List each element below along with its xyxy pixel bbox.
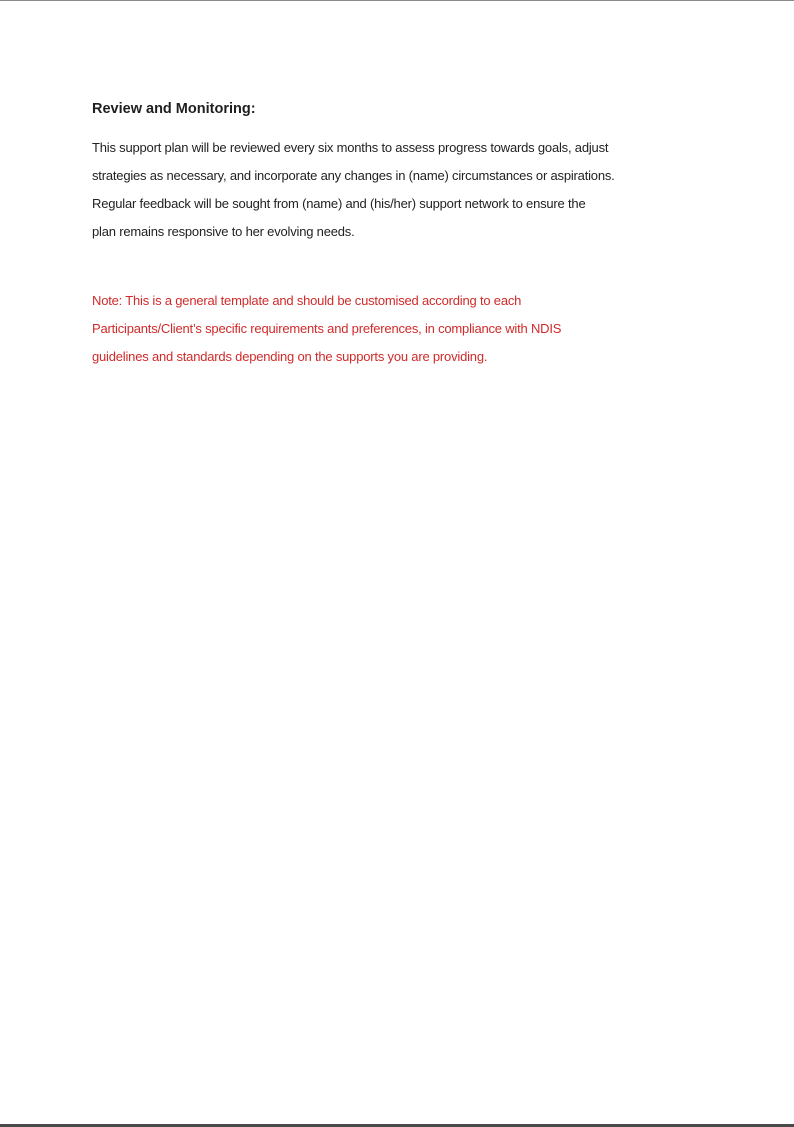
page-top-edge	[0, 0, 794, 1]
paragraph-line: This support plan will be reviewed every six months to assess progress towards goals, adjust	[92, 140, 609, 155]
review-paragraph	[92, 134, 712, 246]
note-line: Participants/Client’s specific requirements and preferences, in compliance with NDIS	[92, 321, 562, 336]
note-line: guidelines and standards depending on the supports you are providing.	[92, 349, 488, 364]
note-line: Note: This is a general template and should be customised according to each	[92, 293, 522, 308]
paragraph-line: Regular feedback will be sought from (name) and (his/her) support network to ensure the	[92, 196, 586, 211]
paragraph-line: strategies as necessary, and incorporate any changes in (name) circumstances or aspirations.	[92, 168, 615, 183]
paragraph-line: plan remains responsive to her evolving needs.	[92, 224, 355, 239]
template-note	[92, 287, 712, 371]
section-heading: Review and Monitoring:	[92, 101, 256, 117]
page-content	[92, 98, 712, 371]
